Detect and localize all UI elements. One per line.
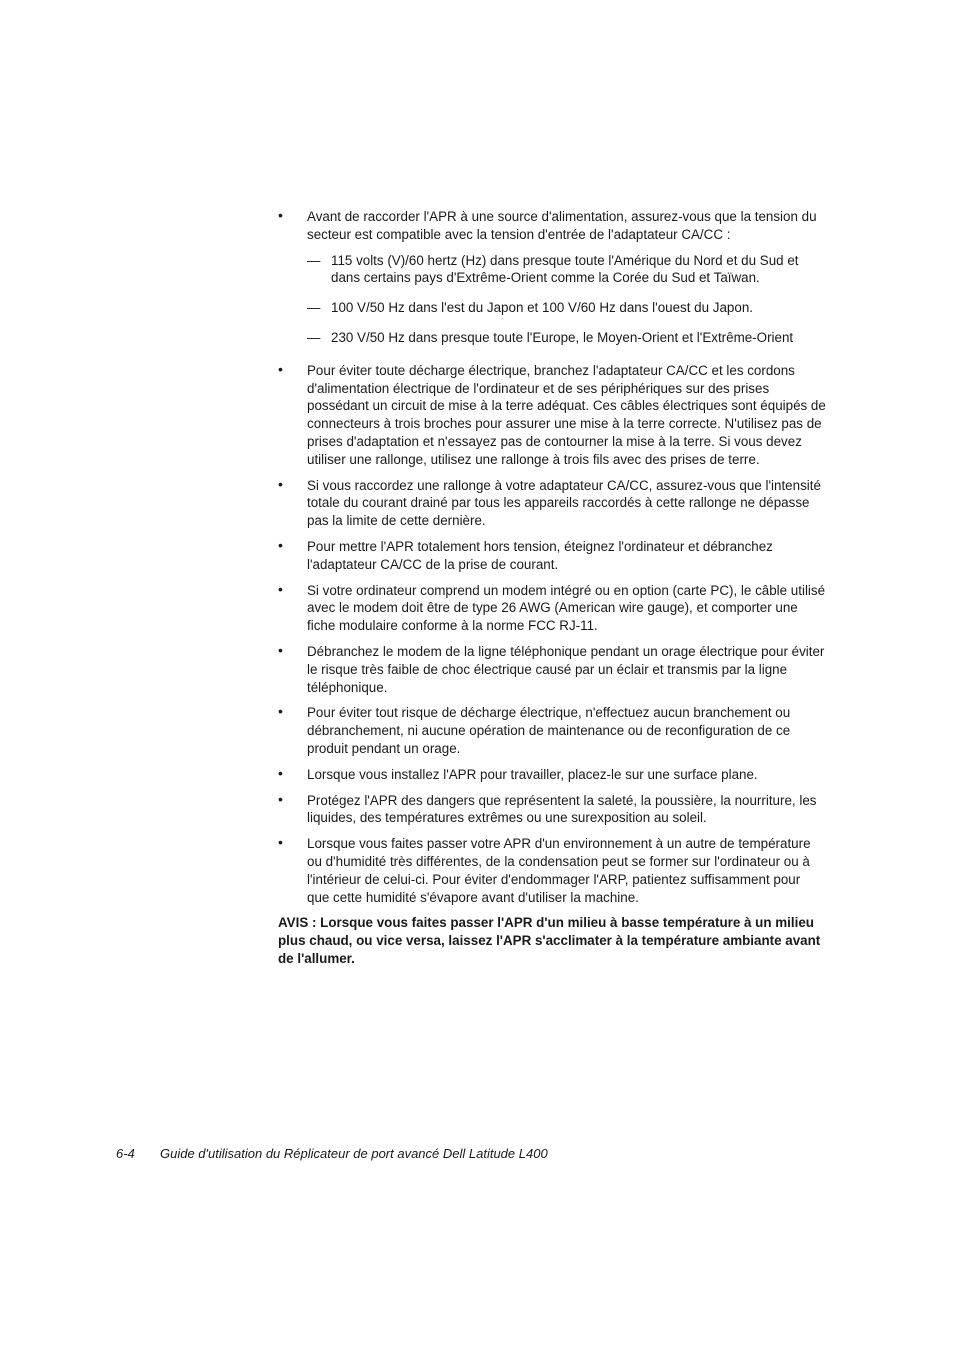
bullet-icon: •	[278, 580, 283, 597]
bullet-icon: •	[278, 360, 283, 377]
list-item	[278, 792, 826, 828]
list-item	[278, 477, 826, 530]
list-item-text: Pour mettre l'APR totalement hors tension, éteignez l'ordinateur et débranchez l'adaptateur CA/CC de la prise de courant.	[307, 538, 773, 572]
list-item	[278, 643, 826, 696]
list-item-text: Avant de raccorder l'APR à une source d'alimentation, assurez-vous que la tension du secteur est compatible avec la tension d'entrée de l'adaptateur CA/CC :	[307, 209, 817, 242]
bullet-icon: •	[278, 834, 283, 851]
list-item	[278, 835, 826, 906]
sub-list-item	[307, 299, 826, 317]
sub-list-item-text: 230 V/50 Hz dans presque toute l'Europe, le Moyen-Orient et l'Extrême-Orient	[331, 329, 794, 345]
bullet-icon: •	[278, 207, 283, 223]
sub-list-item	[307, 252, 826, 288]
list-item-text: Débranchez le modem de la ligne téléphonique pendant un orage électrique pour éviter le risque très faible de choc électrique causé par un éclair et transmis par la ligne téléphonique.	[307, 643, 825, 695]
page-footer	[116, 1145, 548, 1163]
sub-list-item-text: 115 volts (V)/60 hertz (Hz) dans presque toute l'Amérique du Nord et du Sud et dans certains pays d'Extrême-Orient comme la Corée du Sud et Taïwan.	[331, 252, 799, 286]
list-item	[278, 582, 826, 635]
list-item-text: Protégez l'APR des dangers que représentent la saleté, la poussière, la nourriture, les liquides, des températures extrêmes ou une surexposition au soleil.	[307, 792, 817, 826]
bullet-icon: •	[278, 641, 283, 658]
sub-list-item	[307, 329, 826, 347]
notice-paragraph: AVIS : Lorsque vous faites passer l'APR d'un milieu à basse température à un milieu plus chaud, ou vice versa, laissez l'APR s'acclimater à la température ambiante avant de l'allumer.	[278, 915, 821, 966]
page-number: 6-4	[116, 1146, 135, 1161]
list-item-text: Pour éviter tout risque de décharge électrique, n'effectuez aucun branchement ou débranchement, ni aucune opération de maintenance ou de reconfiguration de ce produit pendant un orage.	[307, 705, 791, 756]
list-item-text: Lorsque vous installez l'APR pour travailler, placez-le sur une surface plane.	[307, 766, 758, 782]
list-item-text: Si votre ordinateur comprend un modem intégré ou en option (carte PC), le câble utilisé avec le modem doit être de type 26 AWG (American wire gauge), et comporter une fiche modulaire conforme à la norme FCC RJ-11.	[307, 582, 826, 634]
list-item	[278, 704, 826, 757]
list-item	[278, 362, 826, 469]
list-item-text: Lorsque vous faites passer votre APR d'un environnement à un autre de température ou d'humidité très différentes, de la condensation peut se former sur l'ordinateur ou à l'intérieur de celui-ci. Pour éviter d'endommager l'ARP, patientez suffisamment pour que cette humidité s'évapore avant d'utiliser la machine.	[307, 836, 811, 905]
bullet-icon: •	[278, 790, 283, 807]
list-item	[278, 208, 826, 347]
bullet-icon: •	[278, 536, 283, 553]
list-item	[278, 538, 826, 574]
list-item-text: Pour éviter toute décharge électrique, branchez l'adaptateur CA/CC et les cordons d'alimentation électrique de l'ordinateur et de ses périphériques sur des prises possédant un circuit de mise à la terre adéquat. Ces câbles électriques sont équipés de connecteurs à trois broches pour assurer une mise à la terre correcte. N'utilisez pas de prises d'adaptation et n'essayez pas de contourner la mise à la terre. Si vous devez utiliser une rallonge, utilisez une rallonge à trois fils avec des prises de terre.	[307, 362, 826, 467]
dash-icon: —	[307, 329, 321, 345]
list-item	[278, 766, 826, 784]
document-title: Guide d'utilisation du Réplicateur de port avancé Dell Latitude L400	[160, 1146, 548, 1161]
voltage-sub-list	[307, 252, 826, 347]
bullet-icon: •	[278, 703, 283, 720]
list-item-text: Si vous raccordez une rallonge à votre adaptateur CA/CC, assurez-vous que l'intensité totale du courant drainé par tous les appareils raccordés à cette rallonge ne dépasse pas la limite de cette dernière.	[307, 477, 821, 529]
page-content	[278, 208, 826, 968]
sub-list-item-text: 100 V/50 Hz dans l'est du Japon et 100 V/60 Hz dans l'ouest du Japon.	[331, 300, 753, 316]
bullet-icon: •	[278, 475, 283, 492]
dash-icon: —	[307, 252, 321, 268]
dash-icon: —	[307, 300, 321, 316]
bullet-icon: •	[278, 764, 283, 781]
